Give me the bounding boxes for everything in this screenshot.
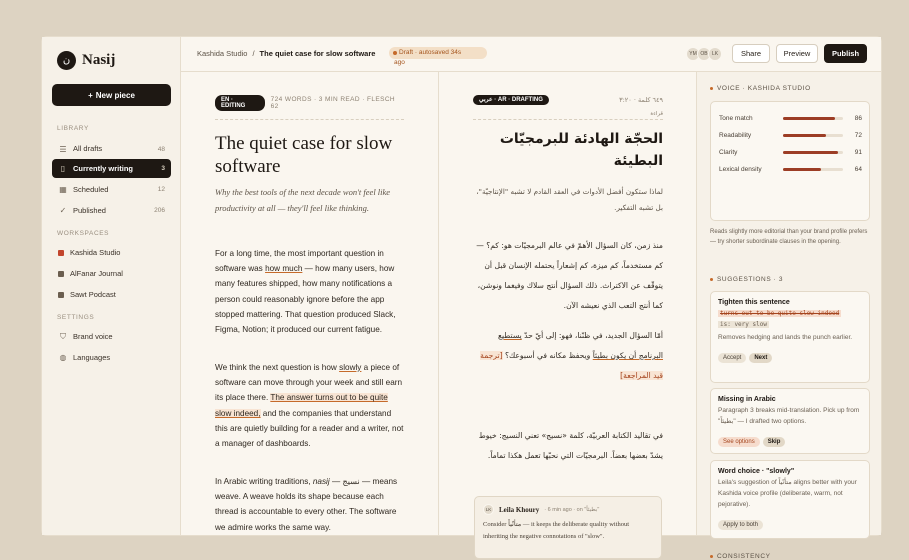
metric-value: 91 — [854, 148, 862, 156]
accept-button[interactable]: Accept — [718, 353, 746, 363]
suggestions-section-title: SUGGESTIONS · 3 — [710, 276, 783, 283]
metric-label: Tone match — [719, 114, 753, 122]
sidebar-item-sawt-podcast[interactable] — [52, 285, 171, 304]
sidebar-item-brand-voice[interactable] — [52, 327, 171, 346]
see-options-button[interactable]: See options — [718, 437, 760, 447]
voice-section-title: VOICE · KASHIDA STUDIO — [710, 85, 811, 92]
language-badge-ar: عربي · AR · DRAFTING — [473, 95, 549, 105]
collaborator-avatars[interactable] — [689, 47, 722, 61]
article-title-en[interactable]: The quiet case for slow software — [215, 133, 393, 177]
metric-readability — [719, 130, 862, 140]
flagged-text[interactable]: how much — [265, 264, 303, 274]
metric-fill — [783, 117, 835, 120]
next-button[interactable]: Next — [749, 353, 772, 363]
share-button[interactable]: Share — [732, 44, 770, 63]
sidebar-item-kashida-studio[interactable] — [52, 243, 171, 262]
metric-lexical-density — [719, 164, 862, 174]
article-dek-ar[interactable]: لماذا ستكون أفضل الأدوات في العقد القادم لا تشبه "الإنتاجيّة"، بل تشبه التفكير. — [476, 187, 663, 212]
preview-button[interactable]: Preview — [776, 44, 818, 63]
metric-value: 64 — [854, 165, 862, 173]
suggestion-card-word-choice[interactable] — [710, 460, 870, 539]
apply-to-both-button[interactable]: Apply to both — [718, 520, 763, 530]
assistant-panel — [697, 72, 881, 560]
suggestion-title: Missing in Arabic — [718, 396, 776, 403]
logo-mark-icon: ن — [57, 51, 76, 70]
publish-button[interactable]: Publish — [824, 44, 867, 63]
suggestion-highlight[interactable]: The answer turns out to be quite slow indeed, — [215, 393, 388, 418]
metric-label: Lexical density — [719, 165, 762, 173]
metric-bar — [783, 134, 843, 137]
read-time-meta-ar: قراءة — [650, 111, 663, 117]
breadcrumb-document: The quiet case for slow software — [259, 49, 376, 58]
flagged-text[interactable]: slowly — [339, 363, 362, 372]
sidebar-item-currently-writing[interactable] — [52, 159, 171, 178]
workspace-color-dot — [58, 271, 64, 277]
paragraph-ar-2[interactable] — [473, 326, 663, 386]
consistency-section-title: CONSISTENCY — [710, 553, 771, 560]
sidebar-item-label: Kashida Studio — [70, 248, 121, 257]
language-badge-en: EN · EDITING — [215, 95, 265, 111]
avatar[interactable]: LK — [708, 47, 722, 61]
breadcrumb-separator: / — [252, 49, 255, 58]
metric-value: 72 — [854, 131, 862, 139]
editor-english[interactable] — [181, 72, 439, 535]
paragraph-en-3[interactable] — [215, 474, 405, 535]
voice-note: Reads slightly more editorial than your brand profile prefers — try shorter subordinate clauses in the opening. — [710, 229, 868, 245]
text-span: ويحفظ مكانه في أسبوعك؟ — [502, 351, 593, 360]
metric-fill — [783, 168, 821, 171]
text-span: — how many users, how many features shipped, how many notifications a person could reasonably ignore before the app stopped mattering. That question produced Slack, Figma, Notion; it produced our current fatigue. — [215, 264, 396, 335]
suggestion-desc: Paragraph 3 breaks mid-translation. Pick up from "بطيئاً" — I drafted two options. — [718, 407, 860, 425]
topbar — [181, 37, 881, 72]
text-span: أمّا السؤال الجديد، في ظنّنا، فهو: إلى أيّ حدّ — [521, 331, 663, 340]
metric-value: 86 — [854, 114, 862, 122]
calendar-icon: ▦ — [59, 185, 67, 194]
logo[interactable] — [57, 51, 115, 70]
text-span: a piece of software can move through your week and still earn its place there. — [215, 363, 403, 403]
paragraph-en-2[interactable] — [215, 360, 405, 451]
italic-term: nasij — [312, 477, 330, 486]
workspaces-section-label: WORKSPACES — [57, 230, 110, 237]
editor-arabic[interactable] — [439, 72, 697, 540]
avatar: LK — [483, 504, 494, 515]
sidebar-item-languages[interactable] — [52, 348, 171, 367]
sidebar-item-label: Scheduled — [73, 185, 109, 194]
strikethrough-text: turns out to be quite slow indeed — [720, 310, 840, 317]
text-span: For a long time, the most important question in software was — [215, 249, 384, 274]
flagged-text[interactable]: يستطيع البرنامج أن يكون بطيئاً — [497, 331, 663, 360]
new-piece-button[interactable] — [52, 84, 171, 106]
sidebar-item-scheduled[interactable] — [52, 180, 171, 199]
text-span: — نسيج — means weave. A weave holds its shape because each thread is accountable to every other. The software we admire works the same way. — [215, 477, 398, 532]
plus-icon: + — [88, 90, 93, 100]
sidebar-item-label: All drafts — [73, 144, 103, 153]
paragraph-ar-3[interactable]: في تقاليد الكتابة العربيّة، كلمة «نسيج» تعني النسيج: خيوط يشدّ بعضها بعضاً. البرمجيّات التي نحبّها تعمل هكذا تماماً. — [478, 431, 663, 460]
text-span: We think the next question is how — [215, 363, 340, 372]
sidebar — [42, 37, 181, 535]
settings-section-label: SETTINGS — [57, 314, 95, 321]
word-count-meta-ar: ٦٤٩ كلمة · ٣:٢٠ — [619, 96, 663, 104]
sidebar-item-all-drafts[interactable] — [52, 138, 171, 160]
workspace-color-dot — [58, 292, 64, 298]
metric-tone-match — [719, 113, 862, 123]
divider — [473, 119, 663, 120]
comment-author: Leila Khoury — [499, 505, 540, 514]
globe-icon: ◍ — [59, 353, 67, 362]
sidebar-item-label: Brand voice — [73, 332, 113, 341]
sidebar-item-label: AlFanar Journal — [70, 269, 123, 278]
list-icon: ☰ — [59, 144, 67, 154]
metric-label: Readability — [719, 131, 752, 139]
voice-metrics-card — [710, 101, 870, 221]
new-piece-label: New piece — [95, 90, 135, 100]
sidebar-item-count: 3 — [161, 165, 165, 172]
suggestion-desc: Leila's suggestion of متأنّياً aligns better with your Kashida voice profile (deliberate, warm, not pejorative). — [718, 479, 857, 508]
comment-card[interactable] — [474, 496, 662, 559]
skip-button[interactable]: Skip — [763, 437, 786, 447]
metric-bar — [783, 151, 843, 154]
avatar[interactable]: OB — [697, 47, 711, 61]
suggestion-title: Tighten this sentence — [718, 299, 790, 306]
paragraph-en-1[interactable] — [215, 246, 405, 337]
comment-time: · 6 min ago · on "بطيئاً" — [544, 506, 600, 513]
app-window — [41, 36, 882, 560]
sidebar-item-count: 206 — [154, 207, 165, 214]
sidebar-item-count: 12 — [157, 186, 165, 193]
suggestion-desc: Removes hedging and lands the punch earlier. — [718, 334, 853, 341]
breadcrumb-workspace[interactable]: Kashida Studio — [197, 49, 248, 58]
shield-icon: ⛉ — [60, 331, 66, 341]
sidebar-item-label: Currently writing — [73, 164, 134, 173]
comment-text: Consider متأنّياً — it keeps the deliberate quality without inheriting the negative connotations of "slow". — [483, 521, 630, 540]
article-title-ar[interactable]: الحجّة الهادئة للبرمجيّات البطيئة — [499, 131, 663, 169]
suggestion-title: Word choice · "slowly" — [718, 468, 795, 475]
sidebar-item-label: Languages — [73, 353, 111, 362]
replacement-text: is: very slow — [720, 321, 767, 328]
text-span: and the companies that understand this are quietly building for a reader and a writer, not a manager of dashboards. — [215, 408, 404, 449]
metric-clarity — [719, 147, 862, 157]
metric-fill — [783, 151, 838, 154]
metric-label: Clarity — [719, 148, 738, 156]
suggestion-card-tighten[interactable] — [710, 291, 870, 383]
sidebar-item-label: Published — [73, 206, 106, 215]
sidebar-item-published[interactable] — [52, 201, 171, 220]
draft-status-ago: ago — [394, 59, 405, 66]
metric-fill — [783, 134, 826, 137]
word-count-meta: 724 WORDS · 3 MIN READ · FLESCH 62 — [270, 96, 396, 110]
app-name: Nasij — [82, 52, 116, 68]
metric-bar — [783, 117, 843, 120]
doc-icon: ▯ — [60, 164, 66, 173]
check-icon: ✓ — [59, 206, 67, 215]
translation-pending-highlight[interactable]: [ترجمة قيد المراجعة] — [480, 351, 663, 380]
avatar[interactable]: YM — [686, 47, 700, 61]
sidebar-item-label: Sawt Podcast — [70, 290, 116, 299]
article-dek-en[interactable]: Why the best tools of the next decade won't feel like productivity at all — they'll feel like thinking. — [215, 187, 391, 213]
paragraph-ar-1[interactable]: منذ زمن، كان السؤال الأهمّ في عالم البرمجيّات هو: كم؟ — كم مستخدماً، كم ميزة، كم إشعاراً يحتمله الإنسان قبل أن يتوقّف عن الاكتراث. ذلك السؤال أنتج سلاك وفيغما ونوشن، كما أنتج التعب الذي نعيشه الآن. — [476, 241, 663, 310]
suggestion-card-missing-arabic[interactable] — [710, 388, 870, 454]
workspace-color-dot — [58, 250, 64, 256]
library-section-label: LIBRARY — [57, 125, 89, 132]
sidebar-item-count: 48 — [157, 145, 165, 153]
metric-bar — [783, 168, 843, 171]
sidebar-item-alfanar-journal[interactable] — [52, 264, 171, 283]
draft-status-badge: Draft · autosaved 34s — [389, 47, 487, 59]
divider — [215, 119, 404, 120]
text-span: In Arabic writing traditions, — [215, 477, 313, 486]
breadcrumb — [197, 49, 375, 58]
